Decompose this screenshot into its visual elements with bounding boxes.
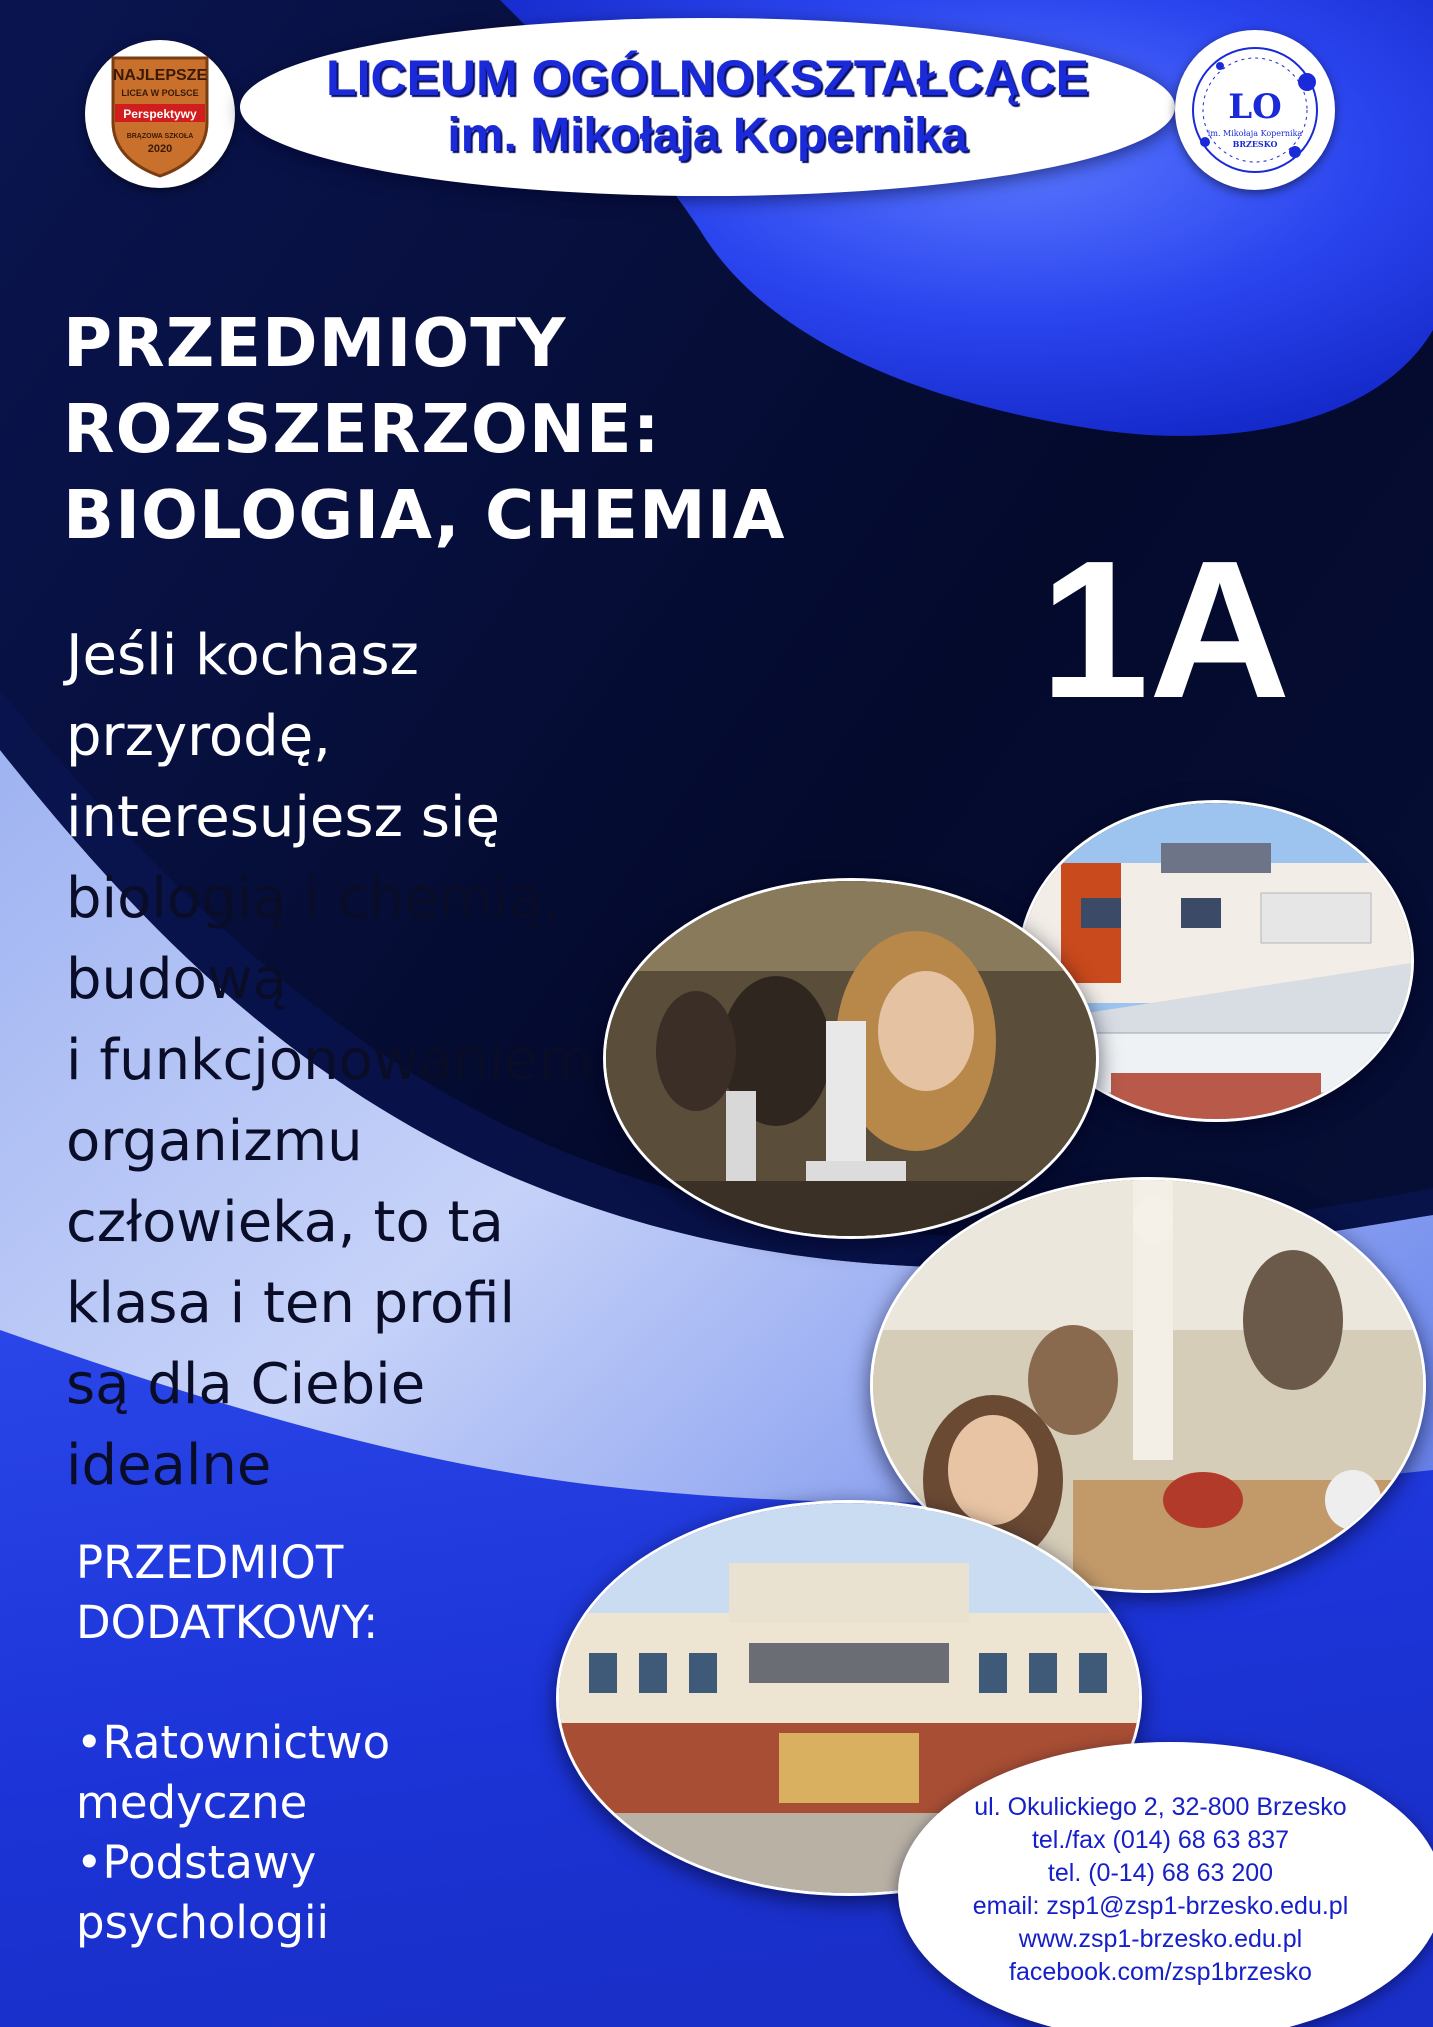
school-logo (1175, 30, 1335, 190)
description-line: biologią i chemią, (66, 866, 561, 931)
badge-shield-icon (85, 40, 235, 188)
extra-subject-item: psychologii (76, 1896, 330, 1949)
title-line1: PRZEDMIOTY (63, 304, 567, 382)
lab-image (606, 881, 1096, 1236)
badge-line3: Perspektywy (123, 107, 197, 121)
description-line: klasa i ten profil (66, 1271, 516, 1336)
profile-description (66, 615, 686, 1506)
extra-subject-item: •Ratownictwo (76, 1716, 391, 1769)
description-line: przyrodę, (66, 704, 331, 769)
contact-address: ul. Okulickiego 2, 32-800 Brzesko (974, 1793, 1347, 1821)
contact-info (898, 1742, 1433, 2027)
badge-line4: BRĄZOWA SZKOŁA (126, 133, 194, 140)
contact-fax: tel./fax (014) 68 63 837 (1031, 1826, 1290, 1854)
logo-initials: LO (1228, 87, 1282, 127)
school-name-banner (240, 18, 1175, 196)
extra-subject-item: medyczne (76, 1776, 308, 1829)
title-line2: ROZSZERZONE: (63, 390, 661, 468)
contact-website[interactable]: www.zsp1-brzesko.edu.pl (1018, 1925, 1303, 1953)
biology-lab-photo (603, 878, 1099, 1239)
description-line: organizmu (66, 1109, 363, 1174)
description-line: człowieka, to ta (66, 1190, 504, 1255)
badge-line1: NAJLEPSZE (112, 67, 208, 84)
description-line: Jeśli kochasz (66, 623, 419, 688)
class-code: 1A (1040, 520, 1291, 739)
title-line3: BIOLOGIA, CHEMIA (63, 476, 786, 554)
logo-line2: BRZESKO (1232, 139, 1278, 149)
description-line: budową (66, 947, 287, 1012)
best-school-badge (85, 40, 235, 188)
extra-heading-line1: PRZEDMIOT (76, 1536, 344, 1589)
extra-heading-line2: DODATKOWY: (76, 1596, 379, 1649)
extra-subject-item: •Podstawy (76, 1836, 317, 1889)
additional-subject-section (76, 1533, 390, 1953)
description-line: są dla Ciebie (66, 1352, 426, 1417)
contact-phone: tel. (0-14) 68 63 200 (1047, 1859, 1274, 1887)
description-line: interesujesz się (66, 785, 500, 850)
description-line: i funkcjonowaniem (66, 1028, 594, 1093)
logo-line1: im. Mikołaja Kopernika (1207, 129, 1303, 138)
contact-facebook[interactable]: facebook.com/zsp1brzesko (1009, 1958, 1312, 1986)
school-name-line2: im. Mikołaja Kopernika (447, 109, 968, 162)
profile-title (63, 300, 785, 558)
badge-line5: 2020 (147, 143, 173, 155)
school-name-line1: LICEUM OGÓLNOKSZTAŁCĄCE (326, 50, 1089, 106)
description-line: idealne (66, 1433, 272, 1498)
school-logo-icon (1175, 30, 1335, 190)
badge-line2: LICEA W POLSCE (121, 88, 199, 98)
contact-email[interactable]: email: zsp1@zsp1-brzesko.edu.pl (972, 1892, 1349, 1920)
